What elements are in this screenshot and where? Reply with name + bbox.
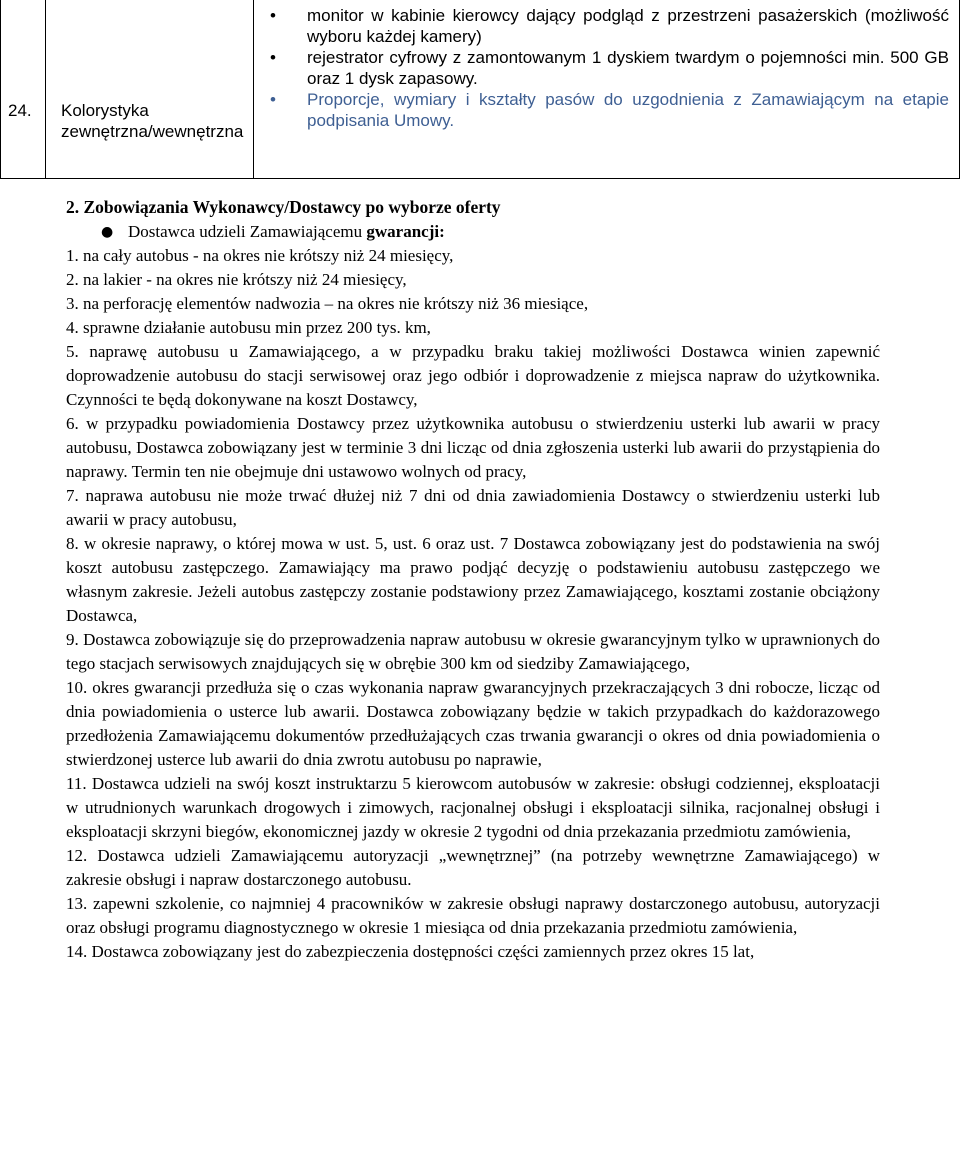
row-number-cell (1, 0, 46, 178)
obligations-section (66, 194, 880, 964)
list-item: 1. na cały autobus - na okres nie krótszy niż 24 miesięcy, (66, 246, 454, 265)
guarantee-bullet (66, 220, 880, 244)
list-item: 12. Dostawca udzieli Zamawiającemu autoryzacji „wewnętrznej” (na potrzeby wewnętrzne Zamawiającego) w zakresie obsługi i napraw dostarczonego autobusu. (66, 846, 880, 889)
list-item-text: rejestrator cyfrowy z zamontowanym 1 dyskiem twardym o pojemności min. 500 GB oraz 1 dysk zapasowy. (307, 48, 949, 88)
list-item: 3. na perforację elementów nadwozia – na okres nie krótszy niż 36 miesiące, (66, 294, 589, 313)
row-label-cell (46, 0, 254, 178)
bullet-icon: • (270, 48, 276, 67)
row-content-list (254, 5, 949, 131)
bullet-icon: • (270, 6, 276, 25)
section-title: 2. Zobowiązania Wykonawcy/Dostawcy po wyborze oferty (66, 197, 501, 217)
guarantee-bold: gwarancji: (366, 222, 445, 241)
spec-table-row (0, 0, 960, 179)
row-number: 24. (8, 101, 32, 120)
list-item: 8. w okresie naprawy, o której mowa w ust. 5, ust. 6 oraz ust. 7 Dostawca zobowiązany jest do podstawienia na swój koszt autobusu zastępczego. Zamawiający ma prawo podjąć decyzję o podstawieniu autobusu zastępczego we własnym zakresie. Jeżeli autobus zastępczy zostanie podstawiony przez Zamawiającego, kosztami zostanie obciążony Dostawca, (66, 534, 880, 625)
row-label: Kolorystyka zewnętrzna/wewnętrzna (61, 101, 244, 141)
list-item: 6. w przypadku powiadomienia Dostawcy przez użytkownika autobusu o stwierdzeniu usterki lub awarii w pracy autobusu, Dostawca zobowiązany jest w terminie 3 dni licząc od dnia zgłoszenia usterki lub awarii do przystąpienia do naprawy. Termin ten nie obejmuje dni ustawowo wolnych od pracy, (66, 414, 880, 481)
list-item: 10. okres gwarancji przedłuża się o czas wykonania napraw gwarancyjnych przekraczających 3 dni robocze, licząc od dnia powiadomienia o usterce lub awarii. Dostawca zobowiązany będzie w takich przypadkach do każdorazowego przedłożenia Zamawiającemu dokumentów przedłużających czas trwania gwarancji o okres od dnia powiadomienia o stwierdzonej usterce lub awarii do dnia zwrotu autobusu po naprawie, (66, 678, 880, 769)
list-item (254, 5, 949, 47)
list-item: 4. sprawne działanie autobusu min przez 200 tys. km, (66, 318, 431, 337)
row-content-cell (254, 0, 959, 178)
list-item: 9. Dostawca zobowiązuje się do przeprowadzenia napraw autobusu w okresie gwarancyjnym tylko w uprawnionych do tego stacjach serwisowych znajdujących się w obrębie 300 km od siedziby Zamawiającego, (66, 630, 880, 673)
list-item: 2. na lakier - na okres nie krótszy niż 24 miesięcy, (66, 270, 407, 289)
list-item (254, 89, 949, 131)
list-item: 14. Dostawca zobowiązany jest do zabezpieczenia dostępności części zamiennych przez okres 15 lat, (66, 942, 755, 961)
guarantee-text: Dostawca udzieli Zamawiającemu (128, 222, 363, 241)
list-item: 5. naprawę autobusu u Zamawiającego, a w przypadku braku takiej możliwości Dostawca winien zapewnić doprowadzenie autobusu do stacji serwisowej oraz jego odbiór i doprowadzenie z miejsca napraw do użytkownika. Czynności te będą dokonywane na koszt Dostawcy, (66, 342, 880, 409)
bullet-icon: ● (101, 224, 114, 240)
list-item: 11. Dostawca udzieli na swój koszt instruktarzu 5 kierowcom autobusów w zakresie: obsługi codziennej, eksploatacji w utrudnionych warunkach drogowych i zimowych, racjonalnej obsługi i eksploatacji silnika, racjonalnej obsługi i eksploatacji skrzyni biegów, ekonomicznej jazdy w okresie 2 tygodni od dnia przekazania przedmiotu zamówienia, (66, 774, 880, 841)
list-item: 13. zapewni szkolenie, co najmniej 4 pracowników w zakresie obsługi naprawy dostarczonego autobusu, autoryzacji oraz obsługi programu diagnostycznego w okresie 1 miesiąca od dnia przekazania przedmiotu zamówienia, (66, 894, 880, 937)
list-item-text: Proporcje, wymiary i kształty pasów do uzgodnienia z Zamawiającym na etapie podpisania Umowy. (307, 90, 949, 130)
list-item: 7. naprawa autobusu nie może trwać dłużej niż 7 dni od dnia zawiadomienia Dostawcy o stwierdzeniu usterki lub awarii w pracy autobusu, (66, 486, 880, 529)
bullet-icon: • (270, 90, 276, 109)
list-item-text: monitor w kabinie kierowcy dający podgląd z przestrzeni pasażerskich (możliwość wyboru każdej kamery) (307, 6, 949, 46)
list-item (254, 47, 949, 89)
